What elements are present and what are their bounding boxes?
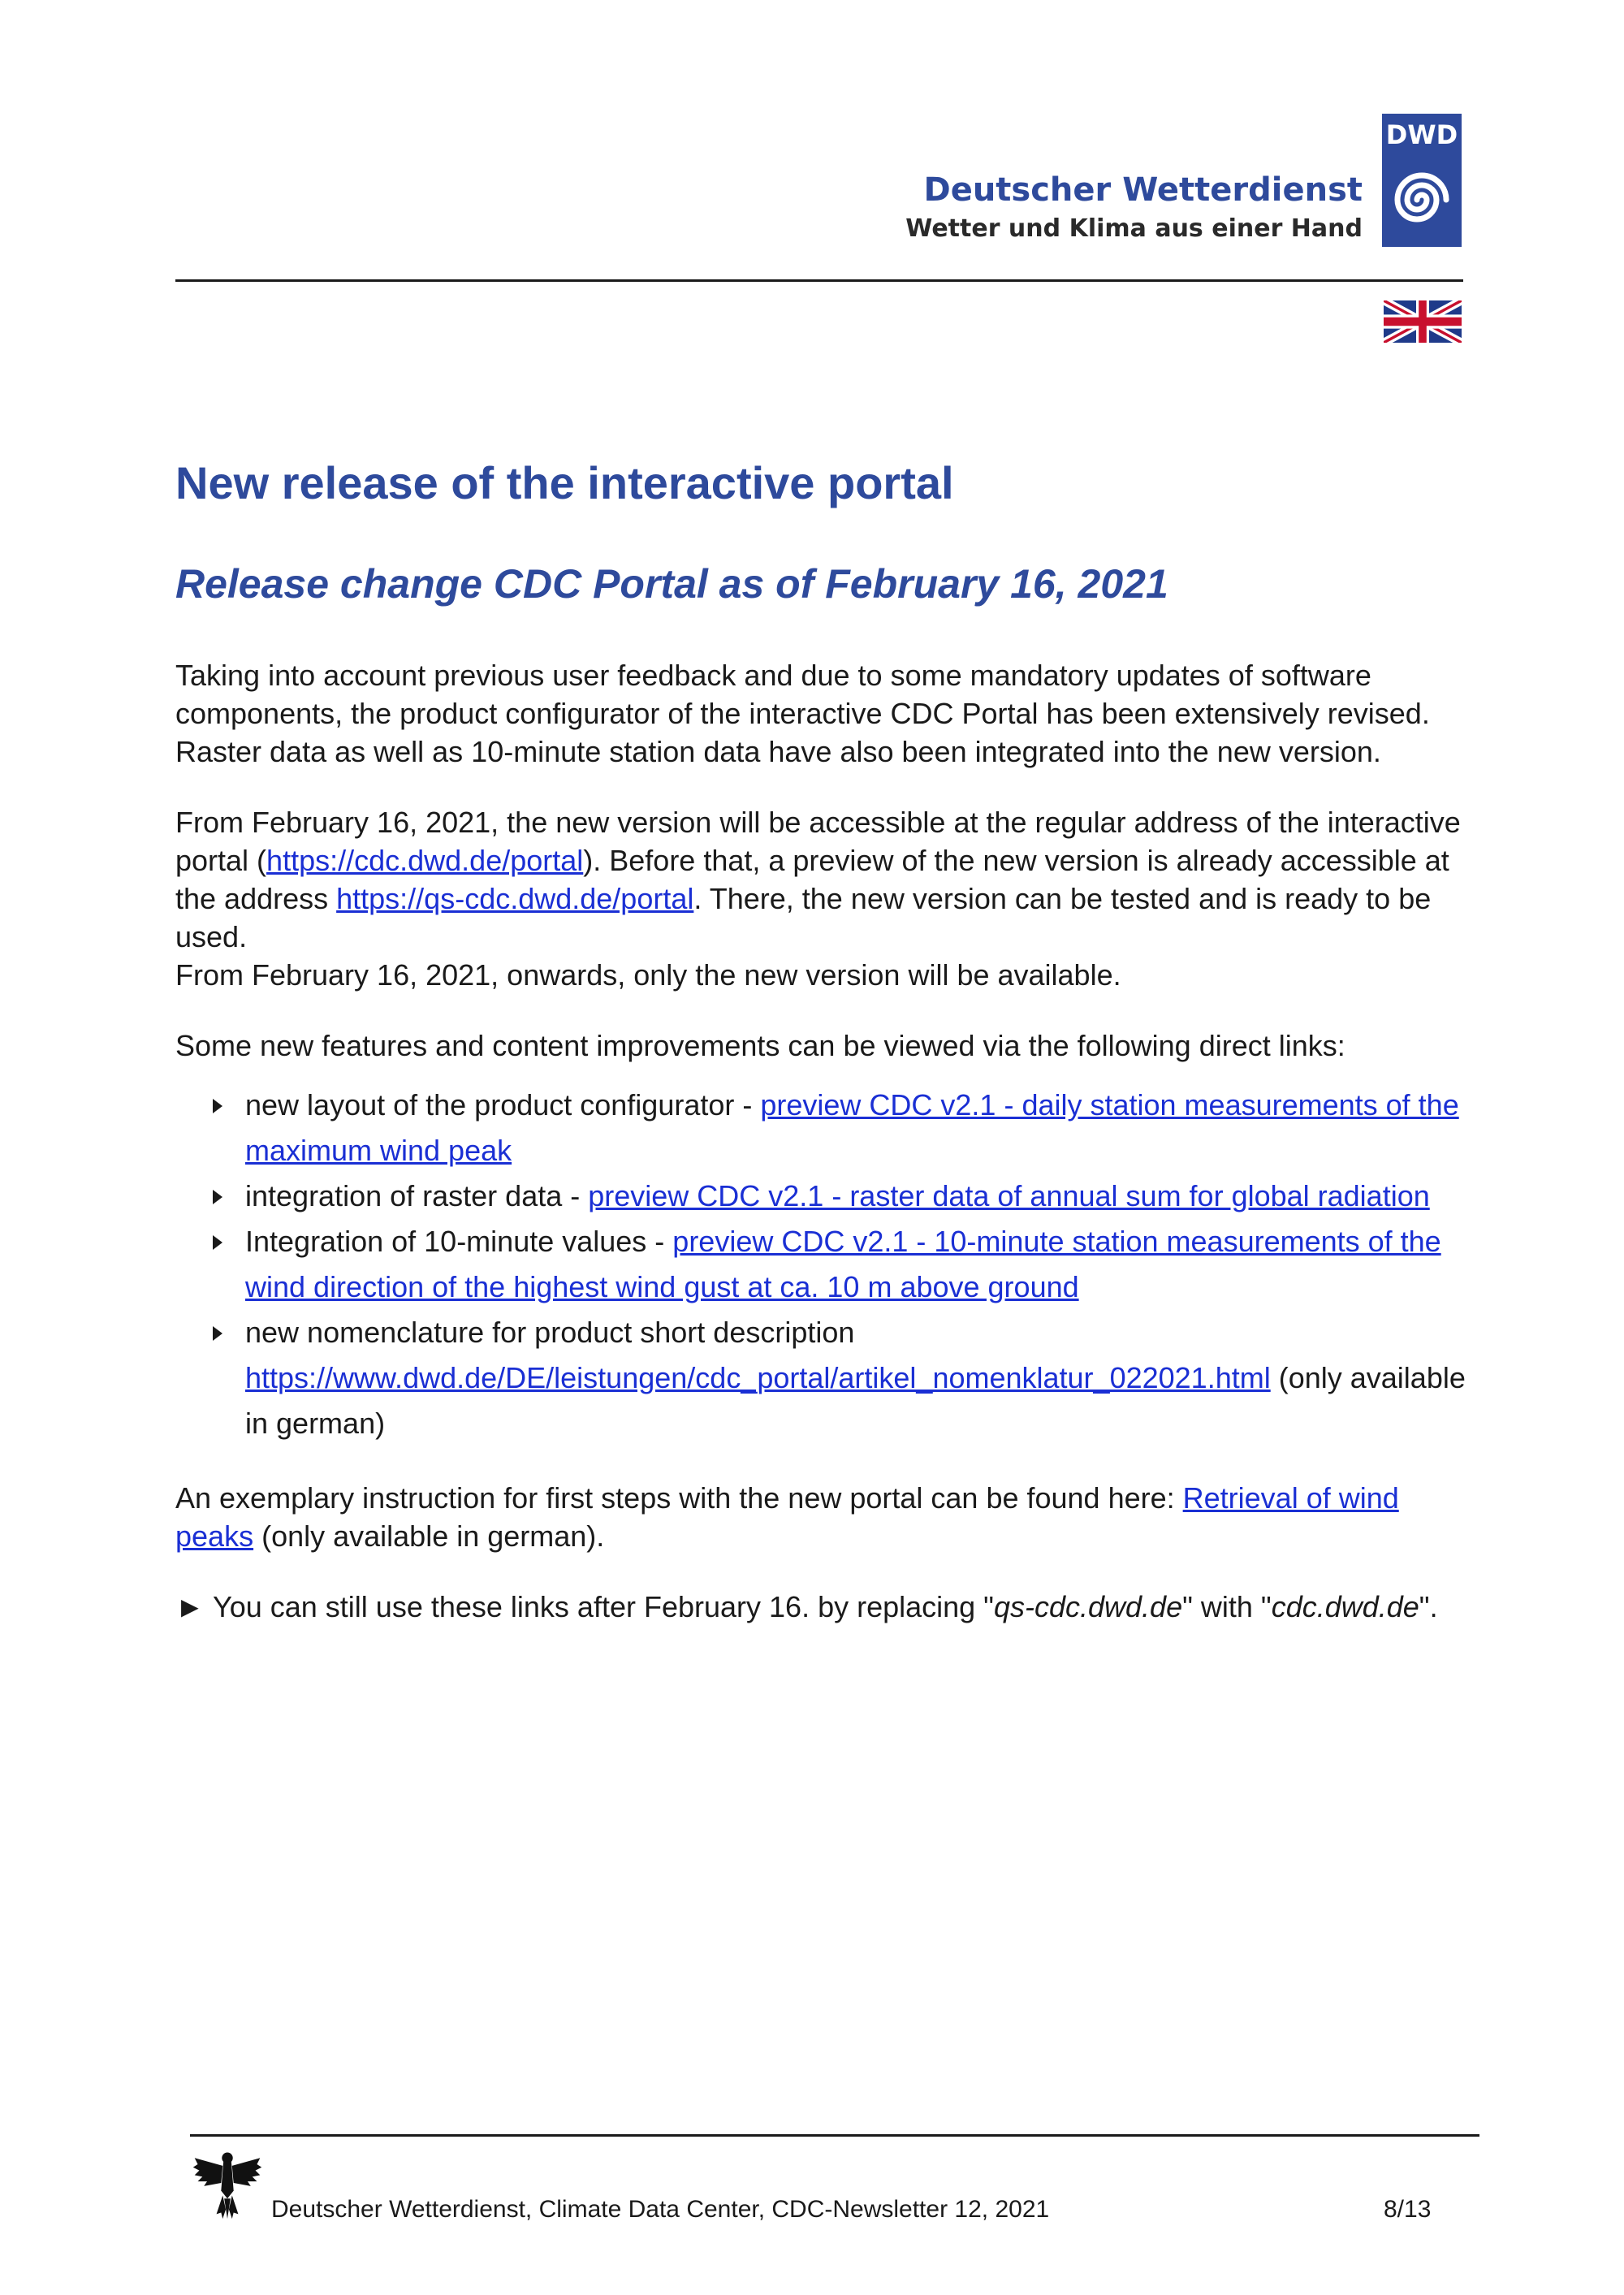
preview-portal-link[interactable]: https://qs-cdc.dwd.de/portal xyxy=(336,882,694,915)
list-item xyxy=(245,1310,1466,1446)
dwd-emblem xyxy=(1382,114,1462,247)
uk-flag-icon[interactable] xyxy=(1384,300,1462,343)
list-item xyxy=(245,1173,1466,1219)
triangle-bullet-icon xyxy=(213,1326,222,1341)
logo-text xyxy=(905,171,1363,245)
bullet-text: integration of raster data - xyxy=(245,1179,589,1212)
page-subtitle: Release change CDC Portal as of February 16, 2021 xyxy=(175,561,1168,607)
feature-list xyxy=(175,1083,1466,1446)
bullet-link[interactable]: https://www.dwd.de/DE/leistungen/cdc_portal/artikel_nomenklatur_022021.html xyxy=(245,1361,1271,1394)
bullet-link[interactable]: preview CDC v2.1 - daily station measurements of the maximum wind peak xyxy=(245,1088,1459,1167)
note-paragraph xyxy=(175,1588,1466,1626)
portal-link[interactable]: https://cdc.dwd.de/portal xyxy=(266,844,584,877)
list-item xyxy=(245,1219,1466,1310)
footer-rule xyxy=(190,2134,1479,2137)
bullet-text: new layout of the product configurator - xyxy=(245,1088,761,1122)
header-rule xyxy=(175,279,1463,282)
features-intro: Some new features and content improvements can be viewed via the following direct links: xyxy=(175,1029,1345,1062)
note-em-1: qs-cdc.dwd.de xyxy=(993,1590,1183,1623)
release-text-3: . There, the new version can be tested and is ready to be used. xyxy=(175,882,1432,953)
spiral-icon xyxy=(1388,161,1456,239)
triangle-bullet-icon xyxy=(213,1235,222,1250)
footer-text: Deutscher Wetterdienst, Climate Data Center, CDC-Newsletter 12, 2021 xyxy=(271,2196,1050,2223)
instruction-text: An exemplary instruction for first steps with the new portal can be found here: xyxy=(175,1481,1183,1515)
article-body xyxy=(175,656,1466,1658)
release-text-4: From February 16, 2021, onwards, only the new version will be available. xyxy=(175,958,1121,992)
note-em-2: cdc.dwd.de xyxy=(1271,1590,1419,1623)
release-text-2: ). Before that, a preview of the new version is already accessible at the address xyxy=(175,844,1449,915)
release-text-1: From February 16, 2021, the new version will be accessible at the regular address of the interactive portal ( xyxy=(175,806,1461,877)
bullet-link[interactable]: preview CDC v2.1 - raster data of annual sum for global radiation xyxy=(588,1179,1430,1212)
instruction-paragraph xyxy=(175,1479,1466,1555)
page-number: 8/13 xyxy=(1384,2196,1432,2223)
logo-name: Deutscher Wetterdienst xyxy=(923,171,1363,209)
note-text-1: You can still use these links after February 16. by replacing " xyxy=(213,1590,994,1623)
list-item xyxy=(245,1083,1466,1173)
federal-eagle-icon xyxy=(188,2144,266,2222)
dwd-logo xyxy=(905,114,1462,247)
triangle-bullet-icon xyxy=(213,1099,222,1113)
logo-abbr: DWD xyxy=(1385,119,1458,150)
bullet-link[interactable]: preview CDC v2.1 - 10-minute station measurements of the wind direction of the highest wind gust at ca. 10 m above ground xyxy=(245,1225,1441,1303)
intro-paragraph: Taking into account previous user feedback and due to some mandatory updates of software components, the product configurator of the interactive CDC Portal has been extensively revised. Raster data as well as 10-minute station data have also been integrated into the new version. xyxy=(175,659,1430,768)
note-text-2: " with " xyxy=(1182,1590,1272,1623)
bullet-text: new nomenclature for product short description xyxy=(245,1316,855,1349)
note-text-3: ". xyxy=(1419,1590,1438,1623)
triangle-bullet-icon xyxy=(213,1190,222,1204)
instruction-tail: (only available in german). xyxy=(253,1519,605,1553)
bullet-text: Integration of 10-minute values - xyxy=(245,1225,673,1258)
page-title: New release of the interactive portal xyxy=(175,457,954,508)
bullet-tail: (only available in german) xyxy=(245,1361,1466,1440)
release-paragraph xyxy=(175,803,1466,994)
wind-peaks-link[interactable]: Retrieval of wind peaks xyxy=(175,1481,1399,1553)
logo-tagline: Wetter und Klima aus einer Hand xyxy=(905,214,1363,243)
arrow-icon: ► xyxy=(175,1590,205,1623)
